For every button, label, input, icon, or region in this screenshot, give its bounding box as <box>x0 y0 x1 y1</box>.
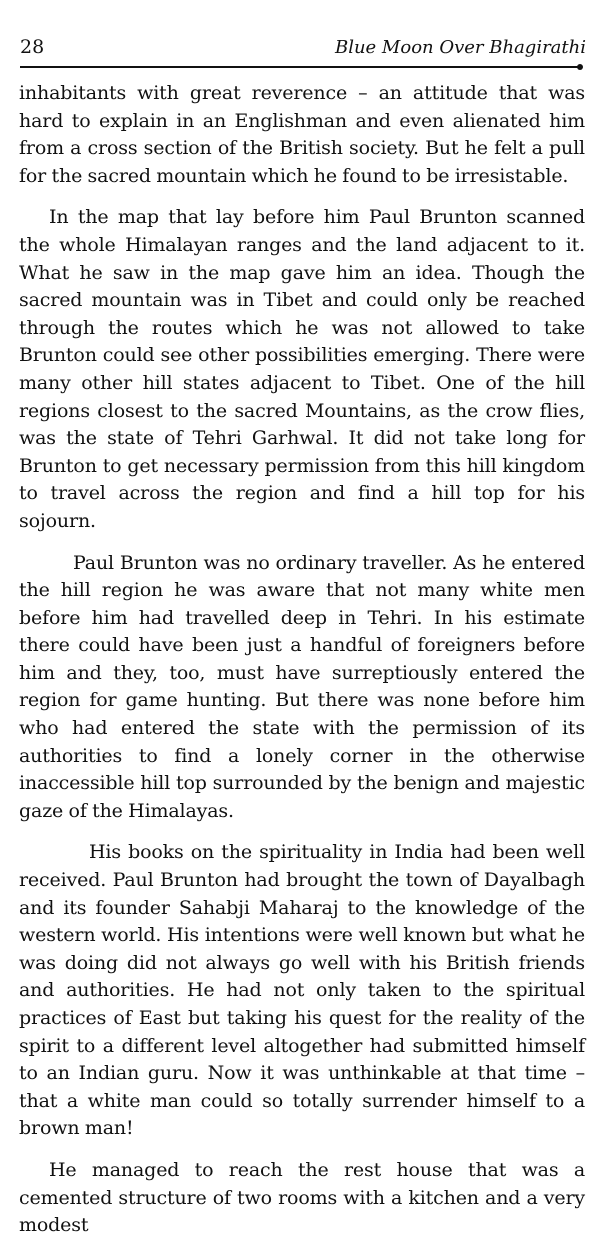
running-head <box>20 35 586 61</box>
book-title: Blue Moon Over Bhagirathi <box>334 37 586 58</box>
header-rule <box>20 66 580 68</box>
body-text <box>19 80 585 1254</box>
header-rule-end-dot <box>577 64 583 70</box>
page-number: 28 <box>20 36 45 58</box>
paragraph-3: Paul Brunton was no ordinary traveller. As he entered the hill region he was aware that not many white men before him had travelled deep in Tehri. In his estimate there could have been just a handful of foreigners before him and they, too, must have surreptiously entered the region for game hunting. But there was none before him who had entered the state with the permission of its authorities to find a lonely corner in the otherwise inaccessible hill top surrounded by the benign and majestic gaze of the Himalayas. <box>19 551 585 822</box>
paragraph-2: In the map that lay before him Paul Brunton scanned the whole Himalayan ranges and the land adjacent to it. What he saw in the map gave him an idea. Though the sacred mountain was in Tibet and could only be reached through the routes which he was not allowed to take Brunton could see other possibilities emerging. There were many other hill states adjacent to Tibet. One of the hill regions closest to the sacred Mountains, as the crow flies, was the state of Tehri Garhwal. It did not take long for Brunton to get necessary permission from this hill kingdom to travel across the region and find a hill top for his sojourn. <box>19 206 585 532</box>
paragraph-4: His books on the spirituality in India had been well received. Paul Brunton had brought the town of Dayalbagh and its founder Sahabji Maharaj to the knowledge of the western world. His intentions were well known but what he was doing did not always go well with his British friends and authorities. He had not only taken to the spiritual practices of East but taking his quest for the reality of the spirit to a different level altogether had submitted himself to an Indian guru. Now it was unthinkable at that time – that a white man could so totally surrender himself to a brown man! <box>19 841 585 1140</box>
paragraph-1: inhabitants with great reverence – an attitude that was hard to explain in an Englishman and even alienated him from a cross section of the British society. But he felt a pull for the sacred mountain which he found to be irresistable. <box>19 82 585 187</box>
paragraph-5: He managed to reach the rest house that was a cemented structure of two rooms with a kitchen and a very modest <box>19 1158 585 1237</box>
